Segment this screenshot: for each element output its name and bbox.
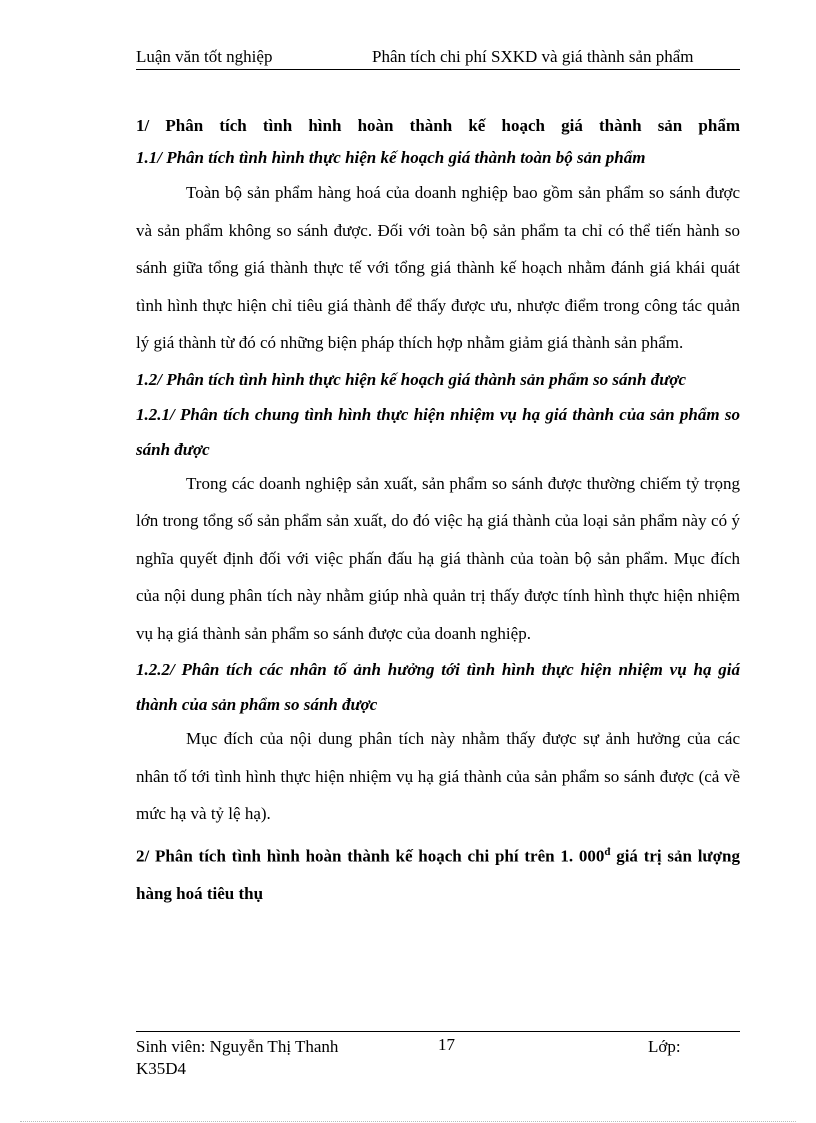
footer-student: Sinh viên: Nguyễn Thị Thanh K35D4 [136,1037,339,1078]
footer-class-label: Lớp: [648,1037,681,1056]
section-1-1-heading: 1.1/ Phân tích tình hình thực hiện kế hoạch giá thành toàn bộ sản phẩm [136,148,646,167]
section-1-heading: 1/ Phân tích tình hình hoàn thành kế hoạch giá thành sản phẩm [136,116,740,135]
header-left-title: Luận văn tốt nghiệp [136,47,273,66]
footer-page-number: 17 [438,1035,455,1054]
section-1-2-2-heading: 1.2.2/ Phân tích các nhân tố ảnh hưởng tới tình hình thực hiện nhiệm vụ hạ giá thành của sản phẩm so sánh được [136,660,740,714]
header-right-title: Phân tích chi phí SXKD và giá thành sản phẩm [372,47,694,66]
section-2-heading-pre: 2/ Phân tích tình hình hoàn thành kế hoạch chi phí trên 1. 000 [136,846,605,866]
section-1-2-1-paragraph: Trong các doanh nghiệp sản xuất, sản phẩm so sánh được thường chiếm tỷ trọng lớn trong tổng số sản phẩm sản xuất, do đó việc hạ giá thành của loại sản phẩm này có ý nghĩa quyết định đối với việc phấn đấu hạ giá thành của toàn bộ sản phẩm. Mục đích của nội dung phân tích này nhằm giúp nhà quản trị thấy được tính hình thực hiện nhiệm vụ hạ giá thành sản phẩm so sánh được của doanh nghiệp. [136,473,740,643]
section-2-heading-post: giá trị sản lượng hàng hoá tiêu thụ [136,846,740,904]
section-1-2-1-heading: 1.2.1/ Phân tích chung tình hình thực hiện nhiệm vụ hạ giá thành của sản phẩm so sánh được [136,404,740,459]
section-2-heading-sup: đ [604,845,611,858]
document-body [136,110,740,913]
page-header [136,46,740,70]
section-1-1-paragraph: Toàn bộ sản phẩm hàng hoá của doanh nghiệp bao gồm sản phẩm so sánh được và sản phẩm không so sánh được. Đối với toàn bộ sản phẩm ta chỉ có thể tiến hành so sánh giữa tổng giá thành thực tế với tổng giá thành kế hoạch nhằm đánh giá khái quát tình hình thực hiện chỉ tiêu giá thành để thấy được ưu, nhược điểm trong công tác quản lý giá thành từ đó có những biện pháp thích hợp nhằm giảm giá thành sản phẩm. [136,183,740,352]
section-1-2-2-paragraph: Mục đích của nội dung phân tích này nhằm thấy được sự ảnh hưởng của các nhân tố tới tình hình thực hiện nhiệm vụ hạ giá thành của sản phẩm so sánh được (cả về mức hạ và tỷ lệ hạ). [136,729,740,823]
page-bottom-border [20,1121,796,1122]
section-1-2-heading: 1.2/ Phân tích tình hình thực hiện kế hoạch giá thành sản phẩm so sánh được [136,369,687,389]
section-2-heading [136,833,740,914]
page-footer [136,1031,740,1078]
